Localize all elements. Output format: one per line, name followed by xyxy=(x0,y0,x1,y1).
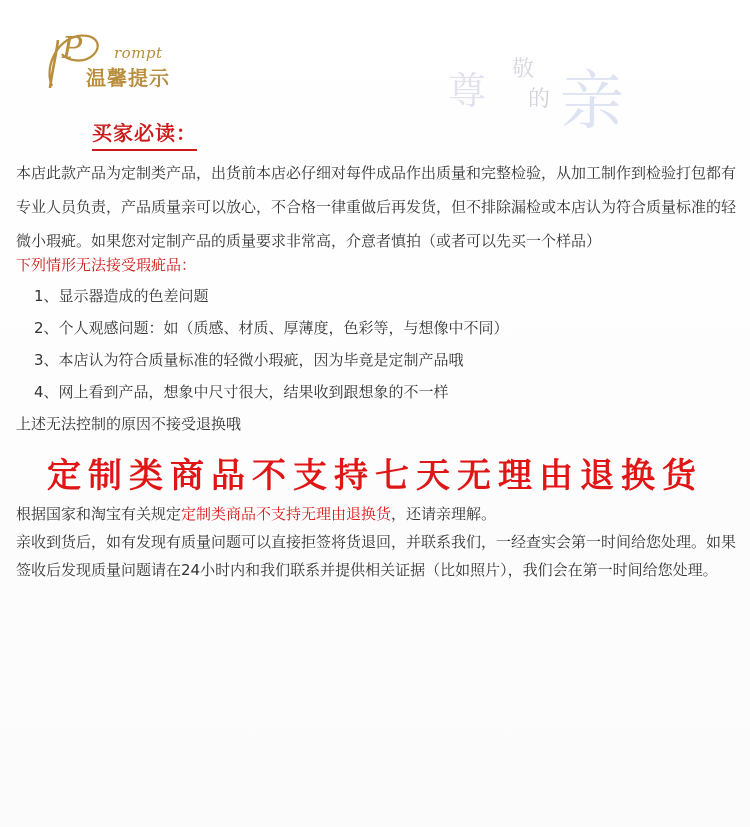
deco-char-qin: 亲 xyxy=(560,65,624,139)
policy-line-1-suffix: ，还请亲理解。 xyxy=(391,505,497,523)
policy-text xyxy=(16,500,736,584)
defect-item: 4、网上看到产品，想象中尺寸很大，结果收到跟想象的不一样 xyxy=(34,383,449,401)
section-heading: 买家必读： xyxy=(92,117,197,151)
intro-paragraph: 本店此款产品为定制类产品，出货前本店必仔细对每件成品作出质量和完整检验，从加工制作到检验打包都有专业人员负责，产品质量亲可以放心，不合格一律重做后再发货，但不排除漏检或本店认为符合质量标准的轻微小瑕疵。如果您对定制产品的质量要求非常高，介意者慎拍（或者可以先买一个样品） xyxy=(16,164,737,250)
deco-char-jing: 敬 xyxy=(512,57,535,82)
defect-item: 3、本店认为符合质量标准的轻微小瑕疵，因为毕竟是定制产品哦 xyxy=(34,351,464,369)
logo-letter: P xyxy=(62,31,83,66)
prompt-logo xyxy=(34,28,194,98)
defect-list xyxy=(34,280,509,408)
deco-char-zun: 尊 xyxy=(448,69,487,113)
policy-line-1 xyxy=(16,500,736,528)
deco-char-de: 的 xyxy=(528,87,551,112)
defect-item: 1、显示器造成的色差问题 xyxy=(34,287,209,305)
policy-line-1-prefix: 根据国家和淘宝有关规定 xyxy=(16,505,182,523)
defect-list-title: 下列情形无法接受瑕疵品： xyxy=(16,256,197,274)
policy-highlight: 定制类商品不支持无理由退换货 xyxy=(181,505,392,523)
defect-item: 2、个人观感问题：如（质感、材质、厚薄度，色彩等，与想像中不同） xyxy=(34,319,509,337)
closing-note: 上述无法控制的原因不接受退换哦 xyxy=(16,415,242,433)
logo-english-text: rompt xyxy=(114,44,163,62)
no-return-banner: 定制类商品不支持七天无理由退换货 xyxy=(47,456,703,496)
logo-chinese-text: 温馨提示 xyxy=(86,66,170,90)
policy-paragraph-2: 亲收到货后，如有发现有质量问题可以直接拒签将货退回，并联系我们，一经查实会第一时间给您处理。如果签收后发现质量问题请在24小时内和我们联系并提供相关证据（比如照片），我们会在第一时间给您处理。 xyxy=(16,533,737,579)
decorative-heading xyxy=(440,40,660,140)
